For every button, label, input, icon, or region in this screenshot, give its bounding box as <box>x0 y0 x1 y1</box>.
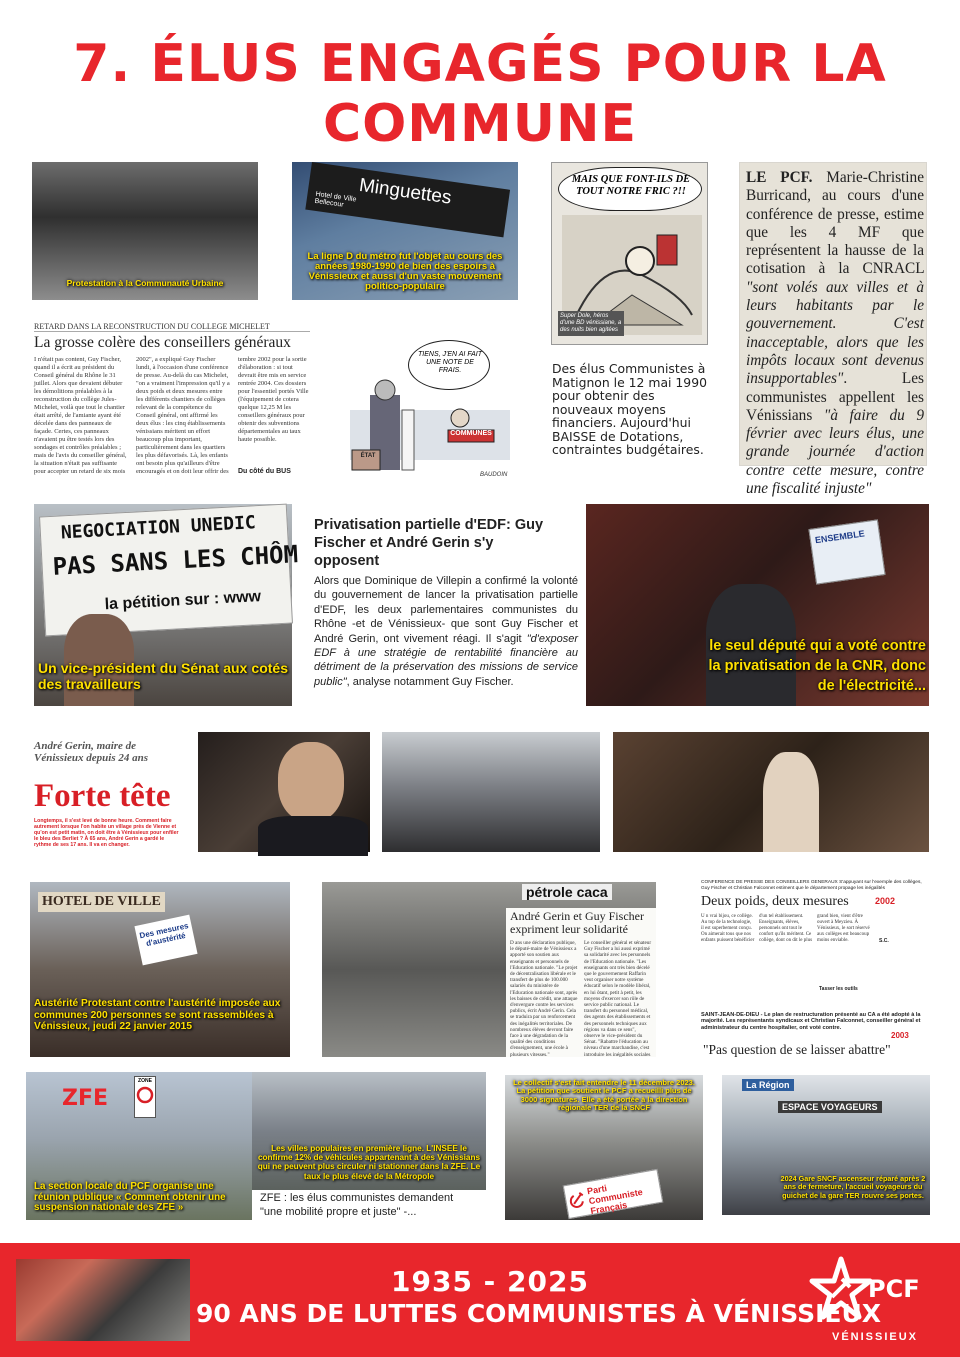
solidarite-headline: André Gerin et Guy Fischer expriment leur solidarité <box>510 909 644 936</box>
edf-body-part3: , analyse notamment Guy Fischer. <box>346 675 514 688</box>
cartoon-bubble <box>558 167 702 211</box>
gerin-face <box>278 742 344 822</box>
solidarite-banner: pétrole caca <box>522 884 612 900</box>
communaute-urbaine-photo <box>32 162 258 300</box>
cnr-poster <box>808 519 885 584</box>
abattre-headline: "Pas question de se laisser abattre" <box>703 1042 891 1057</box>
unedic-caption: Un vice-président du Sénat aux cotés des travailleurs <box>38 660 288 692</box>
zfe-meeting-photo <box>26 1072 252 1220</box>
deuxpoids-year: 2002 <box>875 896 896 906</box>
gerin-suit <box>258 816 368 856</box>
unedic-banner-line2: PAS SANS LES CHÔM <box>51 540 299 581</box>
gerin-portrait <box>198 732 370 852</box>
footer-logo-text: PCF <box>868 1275 920 1303</box>
hammer-sickle-icon <box>569 1189 588 1208</box>
zfe-road-photo <box>252 1072 486 1220</box>
super-dole-cartoon <box>551 162 708 345</box>
footer-collage <box>16 1259 190 1341</box>
solidarite-col1: D ans une déclaration publique, le député-maire de Vénissieux a apporté son soutien aux enseignants et personnels de l'Education nationale. "Le projet de décentralisation libérale et le transfert de plus de 100.000 salariés du ministère de l'Education nationale sont, après les baisses de crédit, une attaque d'envergure contre les services publics, écrit André Gerin. Cela se traduira par un renforcement des inégalités territoriales. De nombreux élèves devront faire face à une dégradation de la qualité des conditions d'enseignement, une école à plusieurs vitesses." <box>510 940 578 1058</box>
solidarite-article <box>506 908 656 1057</box>
cnracl-clipping <box>739 162 927 498</box>
cnracl-text-plain2: . Les communistes appellent les Vénissians <box>746 370 924 424</box>
deuxpoids-body: U n vrai bijou, ce collège. Au top de la technologie, il est superbement conçu. On aimerait tous que nos enfants puissent bénéficier d'un tel établissement. Enseignants, élèves, personnels ont tout le confort qu'ils méritent. Ce collège, dont on dit le plus grand bien, vient d'être ouvert à Meyzieu. À Vénissieux, le sort réservé aux collèges est beaucoup moins enviable. <box>701 914 870 943</box>
unedic-banner-line3: la pétition sur : www <box>104 588 262 614</box>
abattre-kicker: SAINT-JEAN-DE-DIEU - Le plan de restructuration présenté au CA a été adopté à la majorité. Les représentants syndicaux et Christian Falconnet, conseiller général et administrateur du centre hospitalier, ont voté contre. <box>701 1012 921 1031</box>
footer-years: 1935 - 2025 <box>391 1265 589 1298</box>
cartoon-note: Super Dole, héros d'une BD vénissiane, a des nuits bien agitées <box>558 311 624 336</box>
cartoon-bubble-text: MAIS QUE FONT-ILS DE TOUT NOTRE FRIC ?!! <box>571 174 691 197</box>
michelet-clipping <box>32 320 310 490</box>
zfe-road-caption: Les villes populaires en première ligne. L'INSEE le confirme 12% de véhicules appartenant à des Vénissians qui ne peuvent plus circuler ni stationner dans la ZFE. Le taux le plus élevé de la Métropole <box>257 1144 481 1181</box>
cnracl-quote2: "à faire du 9 février avec leurs élus, une grande journée d'action contre cette mesure, contre une fiscalité injuste" <box>746 406 924 498</box>
gerin-body: Longtemps, il s'est levé de bonne heure. Comment faire autrement lorsque l'on habite un village près de Vienne et qu'on est petit matin, on doit être à Vénissieux pour enfiler le bleu des Berliet ? À 65 ans, André Gerin a gardé le rythme de ses 17 ans. Il va en changer. <box>34 818 179 848</box>
cnr-photo <box>586 504 929 706</box>
solidarite-clipping <box>322 882 656 1057</box>
ter-banner-text: Parti Communiste Français <box>586 1183 644 1217</box>
zfe-logo: ZFE <box>62 1086 109 1111</box>
unedic-banner-line1: NEGOCIATION UNEDIC <box>60 512 257 544</box>
michelet-col3: tembre 2002 pour la sortie d'élaboration : si tout devrait être mis en service rentrée 2004. Ces dossiers pour l'essentiel portés Ville (l'équipement de cotera quelque 12,25 M les conseillers généraux pour obtenir des subventions départementales au taux haute possible. <box>238 356 309 443</box>
unedic-banner <box>39 504 299 637</box>
zfe-sign-panel <box>134 1076 156 1118</box>
zfe-sign-text: ZONE <box>138 1078 152 1084</box>
zfe-road-headline2: "une mobilité propre et juste" -... <box>260 1206 417 1218</box>
footer-tagline: 90 ANS DE LUTTES COMMUNISTES À VÉNISSIEUX <box>196 1299 882 1328</box>
zfe-meeting-caption: La section locale du PCF organise une réunion publique « Comment obtenir une suspension nationale des ZFE » <box>34 1181 226 1213</box>
footer-band <box>0 1243 960 1357</box>
gare-brand: La Région <box>742 1079 794 1091</box>
austerite-caption: Austérité Protestant contre l'austérité imposée aux communes 200 personnes se sont rassemblées à Vénissieux, jeudi 22 janvier 2015 <box>34 998 281 1032</box>
etat-sign: COMMUNES <box>450 430 492 437</box>
michelet-headline: La grosse colère des conseillers généraux <box>34 334 291 351</box>
zfe-road-headline1: ZFE : les élus communistes demandent <box>260 1192 454 1204</box>
zfe-road-banner <box>252 1190 486 1220</box>
etat-case: ÉTAT <box>360 453 376 459</box>
pcf-star-logo-icon <box>810 1255 872 1325</box>
ter-caption: Le collectif s'est fait entendre le 11 décembre 2023. La pétition que soutient le PCF a recueilli plus de 3000 signatures. Elle a été portée à la direction régionale TER de la SNCF <box>513 1078 695 1113</box>
etat-communes-cartoon <box>330 320 530 490</box>
ter-banner <box>563 1169 663 1219</box>
deuxpoids-headline: Deux poids, deux mesures <box>701 894 849 909</box>
etat-artist: BAUDOIN <box>480 472 508 478</box>
metro-photo <box>292 162 518 300</box>
metro-sign-sub: Hotel de Ville Bellecour <box>314 190 357 209</box>
council-woman <box>763 752 819 852</box>
footer-logo-sub: VÉNISSIEUX <box>831 1331 919 1343</box>
abattre-year: 2003 <box>891 1031 909 1040</box>
michelet-kicker: RETARD DANS LA RECONSTRUCTION DU COLLEGE MICHELET <box>34 322 310 332</box>
abattre-clipping <box>699 1012 933 1058</box>
michelet-footer: Du côté du BUS <box>238 468 291 475</box>
edf-clipping <box>306 516 578 706</box>
metro-sign-main: Minguettes <box>357 174 453 209</box>
deuxpoids-kicker: CONFERENCE DE PRESSE DES CONSEILLERS GENERAUX S'appuyant sur l'exemple des collèges, Guy Fischer et Christian Falconnet estiment que le département propage les inégalités <box>701 880 922 891</box>
cnracl-text <box>746 169 924 498</box>
gerin-kicker: André Gerin, maire de Vénissieux depuis 24 ans <box>34 740 148 764</box>
cnracl-text-plain1: Marie-Christine Burricand, au cours d'une conférence de presse, estime que les 4 MF que représentent la hausse de la cotisation à la CNRACL <box>746 169 924 278</box>
demonstration-photo <box>382 732 600 852</box>
michelet-col2: 2002", a expliqué Guy Fischer lundi, à l'occasion d'une conférence de presse. Au-delà du cas Michelet, "on a vraiment l'impression qu'il y a deux poids et deux mesures entre les différents chantiers de collèges relevant de la compétence du Conseil général, ont affirmé les deux élus : les cinq établissements vénissians méritent un effort beaucoup plus important, particulièrement dans les quartiers les plus défavorisés. Là, les enfants ont besoin plus qu'ailleurs d'être encouragés et on doit leur offrir des <box>136 356 230 475</box>
council-session-photo <box>613 732 929 852</box>
edf-body-part1: Alors que Dominique de Villepin a confirmé la volonté du gouvernement de lancer la privatisation partielle d'EDF, les deux parlementaires communistes du Rhône -et de Vénissieux- que sont Guy Fischer et André Gerin, ont vivement réagi. Il s'agit <box>314 575 578 645</box>
edf-body <box>314 574 578 689</box>
gare-photo <box>722 1075 930 1215</box>
austerite-photo <box>30 882 290 1057</box>
cnracl-quote1: "sont volés aux villes et à leurs habitants par le gouvernement. C'est inacceptable, alors que les impôts locaux sont devenus insupportables" <box>746 278 924 388</box>
matignon-text: Des élus Communistes à Matignon le 12 mai 1990 pour obtenir des nouveaux moyens financiers. Aujourd'hui BAISSE de Dotations, contraintes budgétaires. <box>552 361 707 457</box>
gerin-clipping <box>32 734 196 856</box>
gare-caption: 2024 Gare SNCF ascenseur réparé après 2 ans de fermeture, l'accueil voyageurs du guichet de la gare TER rouvre ses portes. <box>780 1174 926 1200</box>
gare-sign: ESPACE VOYAGEURS <box>778 1101 882 1113</box>
cnracl-lead: LE PCF. <box>746 169 813 186</box>
page-title: 7. ÉLUS ENGAGÉS POUR LA COMMUNE <box>73 34 887 154</box>
deuxpoids-clipping <box>699 880 933 1002</box>
edf-quote: "d'exposer EDF à une stratégie de rentabilité financière au détriment de la préservation des missions de service public" <box>314 632 578 688</box>
unedic-photo <box>34 504 299 706</box>
no-entry-sign-icon <box>137 1087 153 1103</box>
michelet-col1: I n'était pas content, Guy Fischer, quand il a écrit au président du Conseil général du Rhône le 31 juillet. Alors que devaient débuter les démolitions préalables à la reconstruction du collège Jules-Michelet, voilà que tout le chantier était arrêté, de l'amiante ayant été décelée dans des panneaux de façade. Certes, ces panneaux n'avaient pu être testés lors des sondages et contrôles préalables ; mais de l'avis du conseiller général, la situation n'était pas suffisante pour accepter un retard de six mois <box>34 356 127 475</box>
deuxpoids-footer: Tasser les outils <box>819 986 858 992</box>
cnr-poster-text: ENSEMBLE <box>814 528 866 546</box>
edf-headline: Privatisation partielle d'EDF: Guy Fischer et André Gerin s'y opposent <box>314 517 544 569</box>
deuxpoids-sign: S.C. <box>879 938 889 944</box>
metro-sign <box>305 162 510 237</box>
metro-caption: La ligne D du métro fut l'objet au cours des années 1980-1990 de bien des espoirs à Vénissieux et aussi d'un vaste mouvement politico-populaire <box>307 251 503 292</box>
solidarite-col2: Le conseiller général et sénateur Guy Fischer a lui aussi exprimé sa solidarité avec les personnels de l'Education nationale. "Les enseignants ont très bien décelé que le gouvernement Raffarin veut organiser notre système éducatif selon le modèle libéral, en lui ôtant, petit à petit, les moyens d'exercer son rôle de service public national. Le transfert du personnel médical, des agents des établissements et des personnels techniques aux régions va dans ce sens", observe le vice-président du Sénat. "Rabattre l'éducation au niveau d'une marchandise, c'est introduire les inégalités sociales <box>584 940 652 1058</box>
ter-photo <box>505 1075 703 1220</box>
etat-bubble-text: TIENS, J'EN AI FAIT UNE NOTE DE FRAIS. <box>418 351 482 374</box>
austerite-sign: HOTEL DE VILLE <box>38 892 165 912</box>
gerin-headline: Forte tête <box>34 778 171 814</box>
cnr-caption: le seul député qui a voté contre la privatisation de la CNR, donc de l'électricité... <box>708 638 926 694</box>
communaute-caption: Protestation à la Communauté Urbaine <box>66 278 224 288</box>
austerite-placard: Des mesures d'austérité <box>134 915 197 966</box>
